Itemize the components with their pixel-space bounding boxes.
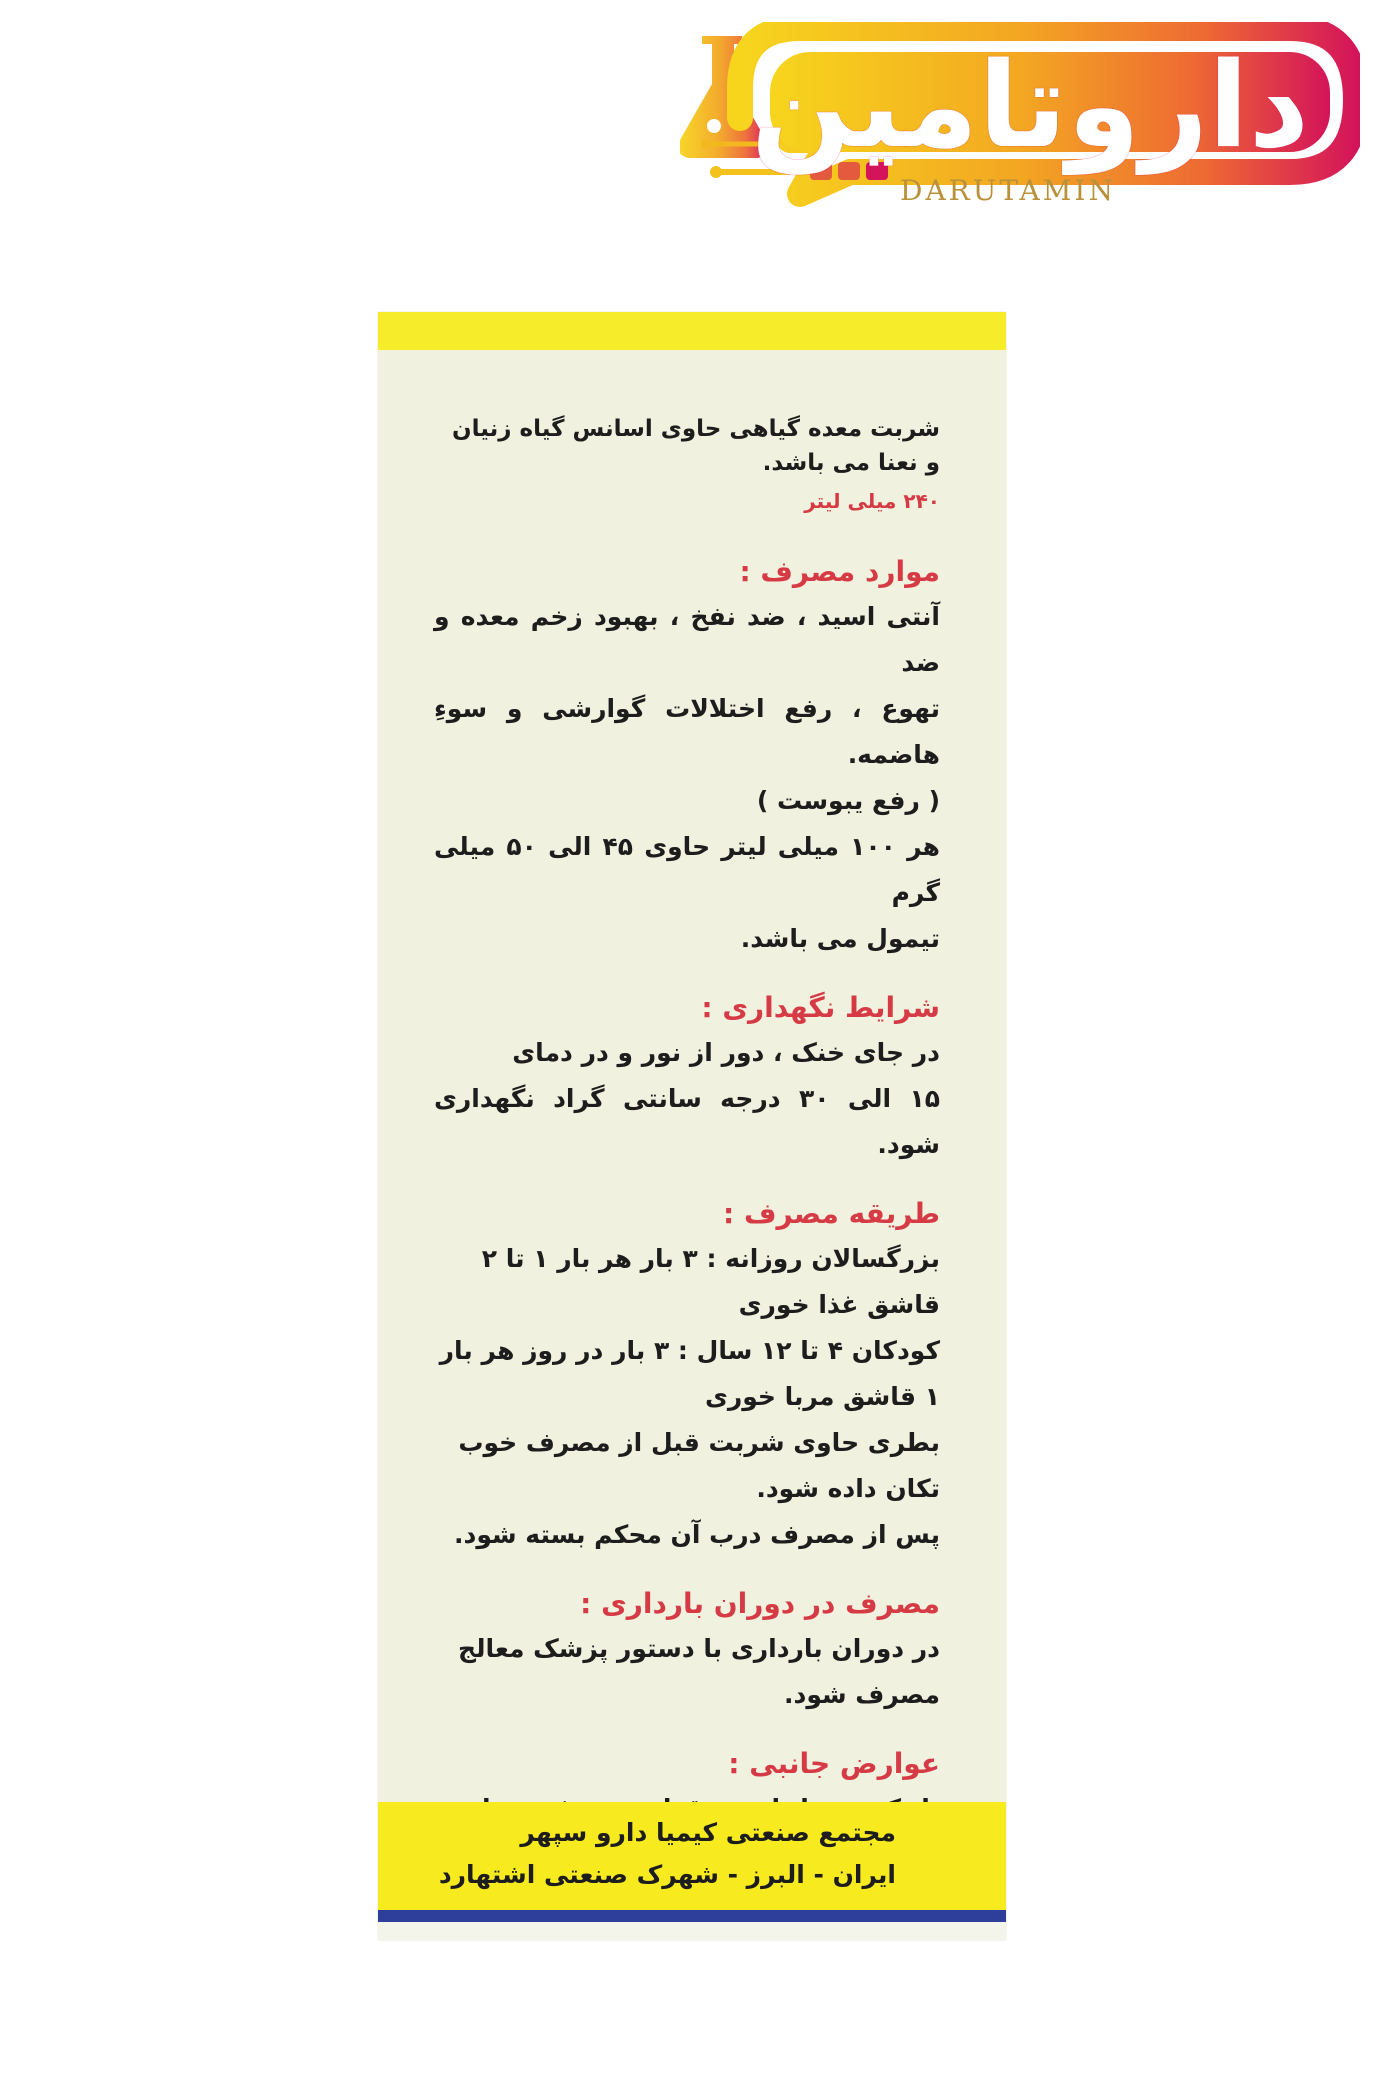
bottom-blue-stripe <box>378 1910 1006 1922</box>
top-yellow-band <box>378 312 1006 350</box>
dosage-heading: طریقه مصرف : <box>723 1197 940 1230</box>
text-line: کودکان ۴ تا ۱۲ سال : ۳ بار در روز هر بار <box>439 1336 940 1365</box>
pregnancy-text <box>434 1626 940 1718</box>
storage-heading: شرایط نگهداری : <box>701 991 940 1024</box>
manufacturer-address: ایران - البرز - شهرک صنعتی اشتهارد <box>438 1860 896 1889</box>
manufacturer-name: مجتمع صنعتی کیمیا دارو سپهر <box>520 1818 896 1847</box>
indications-heading: موارد مصرف : <box>739 555 940 588</box>
text-line: بطری حاوی شربت قبل از مصرف خوب <box>458 1428 940 1457</box>
text-line: ( رفع یبوست ) <box>756 786 940 815</box>
product-volume: ۲۴۰ میلی لیتر <box>804 489 940 513</box>
pregnancy-heading: مصرف در دوران بارداری : <box>580 1587 940 1620</box>
indications-text <box>434 594 940 962</box>
text-line: آنتی اسید ، ضد نفخ ، بهبود زخم معده و ضد <box>434 602 940 677</box>
text-line: در دوران بارداری با دستور پزشک معالج <box>458 1634 940 1663</box>
brand-logo <box>680 22 1360 222</box>
text-line: تیمول می باشد. <box>740 924 940 953</box>
text-line: تکان داده شود. <box>756 1474 940 1503</box>
text-line: در جای خنک ، دور از نور و در دمای <box>512 1038 940 1067</box>
package-side-panel <box>378 312 1006 1940</box>
logo-latin-text: DARUTAMIN <box>900 174 1116 207</box>
package-text <box>434 412 940 1924</box>
box-bottom-edge <box>378 1922 1006 1940</box>
product-description: شربت معده گیاهی حاوی اسانس گیاه زنیان و نعنا می باشد. <box>451 416 940 476</box>
text-line: تهوع ، رفع اختلالات گوارشی و سوءِ هاضمه. <box>434 694 940 769</box>
side-effects-heading: عوارض جانبی : <box>728 1747 940 1780</box>
logo-persian-text: داروتامین <box>750 36 1310 174</box>
text-line: بزرگسالان روزانه : ۳ بار هر بار ۱ تا ۲ <box>481 1244 940 1273</box>
text-line: ۱ قاشق مربا خوری <box>704 1382 940 1411</box>
text-line: مصرف شود. <box>784 1680 940 1709</box>
text-line: پس از مصرف درب آن محکم بسته شود. <box>454 1520 940 1549</box>
dosage-text <box>434 1236 940 1558</box>
text-line: ۱۵ الی ۳۰ درجه سانتی گراد نگهداری شود. <box>434 1084 940 1159</box>
text-line: هر ۱۰۰ میلی لیتر حاوی ۴۵ الی ۵۰ میلی گرم <box>434 832 941 907</box>
storage-text <box>434 1030 940 1168</box>
text-line: قاشق غذا خوری <box>738 1290 940 1319</box>
manufacturer-footer <box>378 1802 1006 1910</box>
